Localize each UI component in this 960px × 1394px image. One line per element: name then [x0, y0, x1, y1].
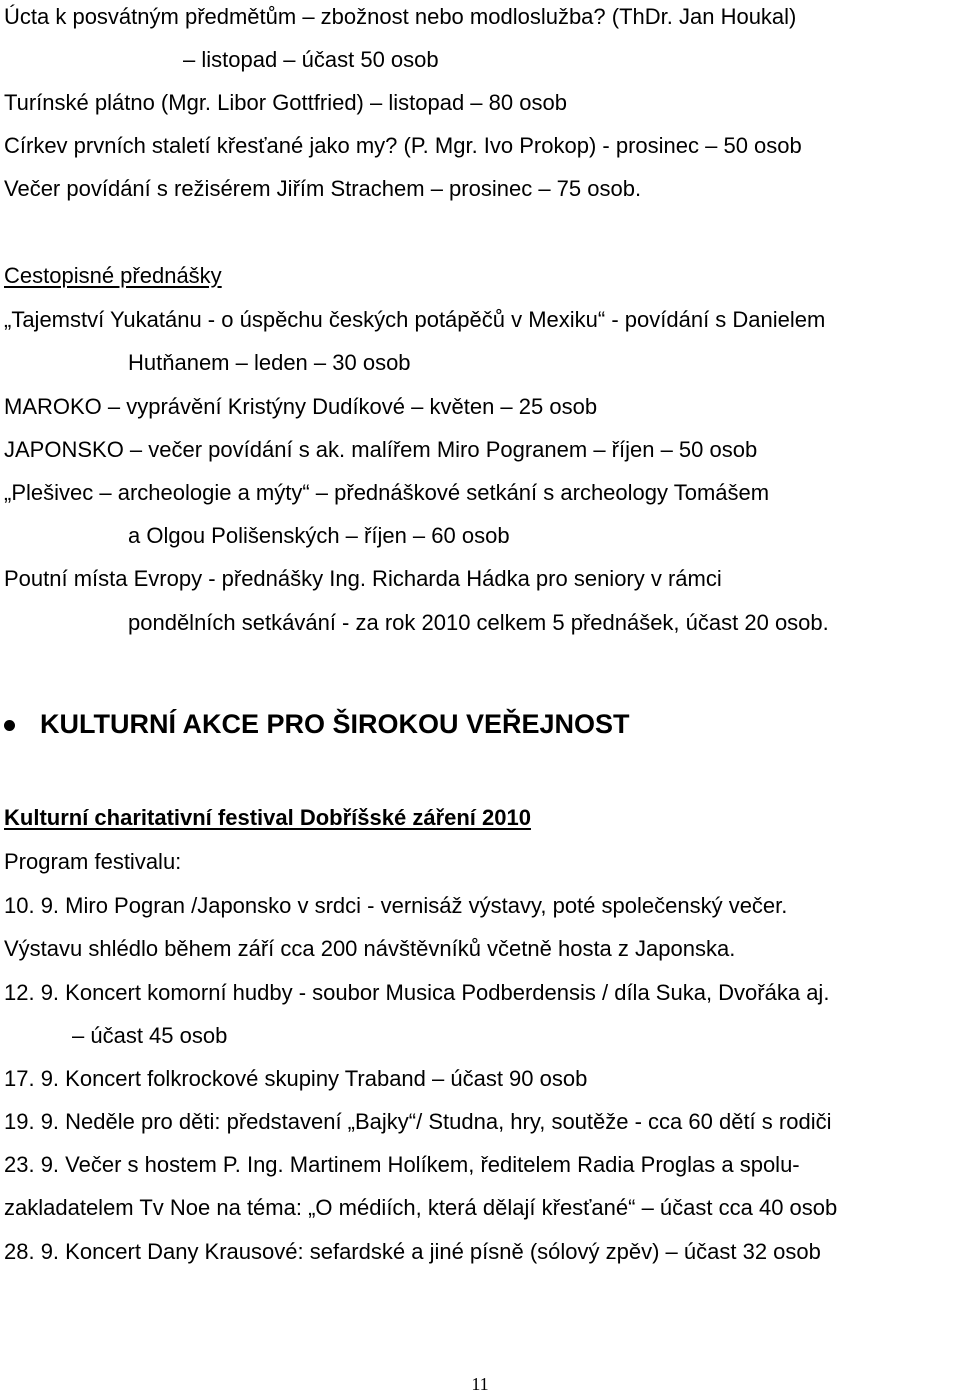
lecture-line: Církev prvních staletí křesťané jako my? (P. Mgr. Ivo Prokop) - prosinec – 50 osob: [4, 133, 802, 158]
travel-line: Hutňanem – leden – 30 osob: [128, 350, 411, 375]
travel-line: JAPONSKO – večer povídání s ak. malířem Miro Pogranem – říjen – 50 osob: [4, 437, 758, 462]
festival-line: 17. 9. Koncert folkrockové skupiny Traband – účast 90 osob: [4, 1066, 588, 1091]
program-label: Program festivalu:: [4, 849, 182, 874]
festival-line: – účast 45 osob: [72, 1023, 228, 1048]
festival-line: 10. 9. Miro Pogran /Japonsko v srdci - vernisáž výstavy, poté společenský večer.: [4, 893, 788, 918]
travel-line: Poutní místa Evropy - přednášky Ing. Richarda Hádka pro seniory v rámci: [4, 566, 722, 591]
lecture-line: – listopad – účast 50 osob: [183, 47, 439, 72]
lecture-line: Úcta k posvátným předmětům – zbožnost nebo modloslužba? (ThDr. Jan Houkal): [4, 4, 797, 29]
travel-line: MAROKO – vyprávění Kristýny Dudíkové – květen – 25 osob: [4, 394, 598, 419]
festival-line: zakladatelem Tv Noe na téma: „O médiích, která dělají křesťané“ – účast cca 40 osob: [4, 1195, 838, 1220]
festival-line: 12. 9. Koncert komorní hudby - soubor Musica Podberdensis / díla Suka, Dvořáka aj.: [4, 980, 830, 1005]
travel-line: a Olgou Polišenských – říjen – 60 osob: [128, 523, 510, 548]
lecture-line: Turínské plátno (Mgr. Libor Gottfried) – listopad – 80 osob: [4, 90, 567, 115]
bullet-icon: [4, 720, 15, 731]
travel-lectures-heading: Cestopisné přednášky: [4, 263, 222, 288]
festival-line: Výstavu shlédlo během září cca 200 návštěvníků včetně hosta z Japonska.: [4, 936, 736, 961]
section-title: KULTURNÍ AKCE PRO ŠIROKOU VEŘEJNOST: [40, 709, 630, 739]
festival-heading: Kulturní charitativní festival Dobříšské záření 2010: [4, 805, 531, 830]
travel-line: „Tajemství Yukatánu - o úspěchu českých potápěčů v Mexiku“ - povídání s Danielem: [4, 307, 826, 332]
travel-line: pondělních setkávání - za rok 2010 celkem 5 přednášek, účast 20 osob.: [128, 610, 829, 635]
travel-line: „Plešivec – archeologie a mýty“ – přednáškové setkání s archeology Tomášem: [4, 480, 770, 505]
festival-line: 19. 9. Neděle pro děti: představení „Bajky“/ Studna, hry, soutěže - cca 60 dětí s rodiči: [4, 1109, 832, 1134]
festival-line: 23. 9. Večer s hostem P. Ing. Martinem Holíkem, ředitelem Radia Proglas a spolu-: [4, 1152, 800, 1177]
festival-line: 28. 9. Koncert Dany Krausové: sefardské a jiné písně (sólový zpěv) – účast 32 osob: [4, 1239, 821, 1264]
page-number: 11: [471, 1374, 489, 1394]
lecture-line: Večer povídání s režisérem Jiřím Strachem – prosinec – 75 osob.: [4, 176, 642, 201]
